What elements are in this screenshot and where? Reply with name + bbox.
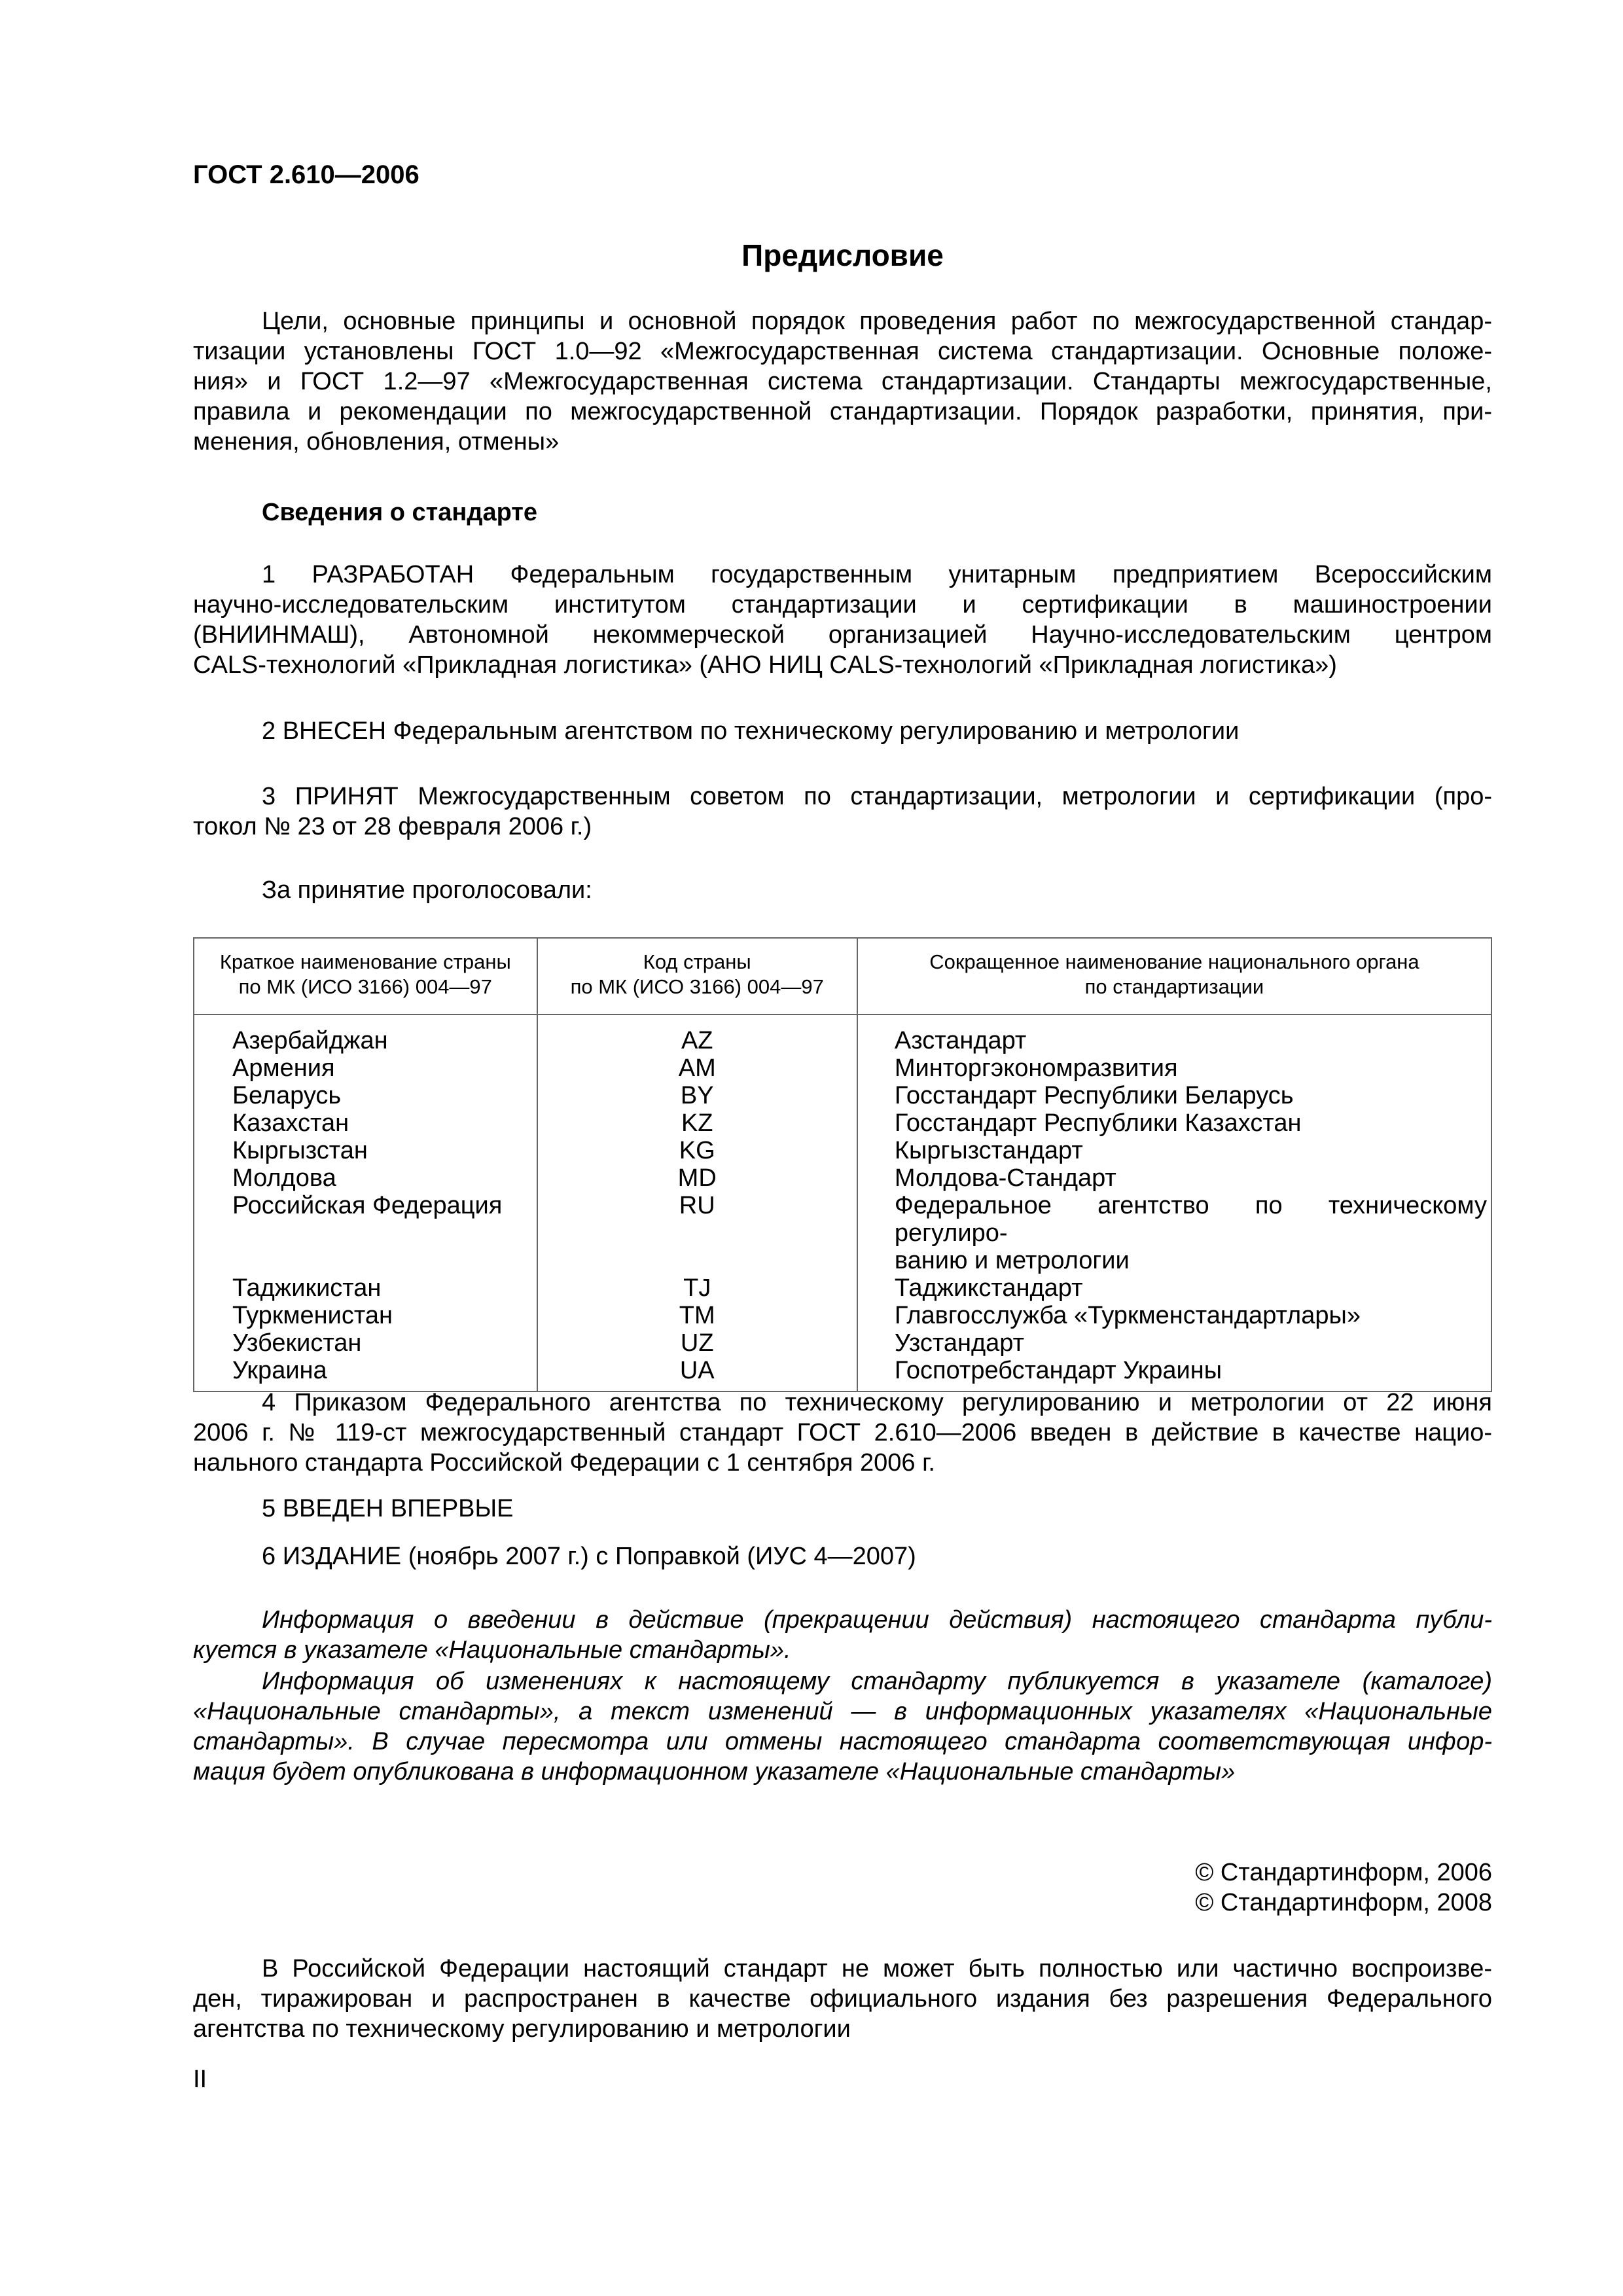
table-row: Азербайджан AZ Азстандарт: [194, 1014, 1491, 1054]
table-row: Беларусь BY Госстандарт Республики Беларусь: [194, 1082, 1491, 1109]
table-row: Туркменистан TM Главгосслужба «Туркменстандартлары»: [194, 1302, 1491, 1329]
table-row: Армения AM Минторгэкономразвития: [194, 1054, 1491, 1082]
page-title: Предисловие: [741, 238, 944, 272]
reproduction-notice: В Российской Федерации настоящий стандарт не может быть полностью или частично воспроизве- ден, тиражирован и распространен в качестве официального издания без разрешения Федерального агентства по техническому регулированию и метрологии: [193, 1955, 1492, 2043]
item-5-first-time: 5 ВВЕДЕН ВПЕРВЫЕ: [262, 1495, 514, 1522]
table-header-row: [194, 938, 1491, 1014]
table-row: Украина UA Госпотребстандарт Украины: [194, 1357, 1491, 1391]
table-row: Российская Федерация RU Федеральное агентство по техническому регулиро-: [194, 1192, 1491, 1247]
item-3-adopted: 3 ПРИНЯТ Межгосударственным советом по стандартизации, метрологии и сертификации (про- токол № 23 от 28 февраля 2006 г.): [193, 783, 1492, 840]
page-number: II: [193, 2066, 207, 2093]
intro-paragraph: Цели, основные принципы и основной порядок проведения работ по межгосударственной стандар- тизации установлены ГОСТ 1.0—92 «Межгосударственная система стандартизации. Основные положе- ния» и ГОСТ 1.2—97 «Межгосударственная система стандартизации. Стандарты межгосударственные, правила и рекомендации по межгосударственной стандартизации. Порядок разработки, принятия, при- менения, обновления, отмены»: [193, 308, 1492, 456]
column-header-code: Код страны по МК (ИСО 3166) 004—97: [537, 938, 857, 1014]
column-header-country: Краткое наименование страны по МК (ИСО 3166) 004—97: [194, 938, 537, 1014]
item-1-developed: 1 РАЗРАБОТАН Федеральным государственным унитарным предприятием Всероссийским научно-исследовательским институтом стандартизации и сертификации в машиностроении (ВНИИНМАШ), Автономной некоммерческой организацией Научно-исследовательским центром CALS-технологий «Прикладная логистика» (АНО НИЦ CALS-технологий «Прикладная логистика»): [193, 561, 1492, 679]
vote-label: За принятие проголосовали:: [262, 876, 592, 904]
section-heading: Сведения о стандарте: [262, 499, 538, 526]
copyright-2006: © Стандартинформ, 2006: [1195, 1859, 1492, 1886]
table-row: Казахстан KZ Госстандарт Республики Казахстан: [194, 1109, 1491, 1137]
table-row: ванию и метрологии: [194, 1247, 1491, 1274]
voting-countries-table: [193, 937, 1492, 1392]
table-row: Узбекистан UZ Узстандарт: [194, 1329, 1491, 1357]
column-header-organization: Сокращенное наименование национального органа по стандартизации: [857, 938, 1491, 1014]
item-6-edition: 6 ИЗДАНИЕ (ноябрь 2007 г.) с Поправкой (ИУС 4—2007): [262, 1543, 916, 1570]
table-row: Кыргызстан KG Кыргызстандарт: [194, 1137, 1491, 1164]
item-4-order: 4 Приказом Федерального агентства по техническому регулированию и метрологии от 22 июня 2006 г. № 119-ст межгосударственный стандарт ГОСТ 2.610—2006 введен в действие в качестве нацио- нального стандарта Российской Федерации с 1 сентября 2006 г.: [193, 1389, 1492, 1477]
copyright-2008: © Стандартинформ, 2008: [1195, 1889, 1492, 1916]
table-row: Таджикистан TJ Таджикстандарт: [194, 1274, 1491, 1302]
table-row: Молдова MD Молдова-Стандарт: [194, 1164, 1491, 1192]
info-paragraph-2: Информация об изменениях к настоящему стандарту публикуется в указателе (каталоге) «Национальные стандарты», а текст изменений — в информационных указателях «Национальные стандарты». В случае пересмотра или отмены настоящего стандарта соответствующая инфор- мация будет опубликована в информационном указателе «Национальные стандарты»: [193, 1668, 1492, 1785]
standard-code: ГОСТ 2.610—2006: [193, 160, 419, 189]
item-2-introduced: 2 ВНЕСЕН Федеральным агентством по техническому регулированию и метрологии: [262, 717, 1240, 745]
info-paragraph-1: Информация о введении в действие (прекращении действия) настоящего стандарта публи- куется в указателе «Национальные стандарты».: [193, 1606, 1492, 1664]
document-page: [193, 0, 1492, 2296]
